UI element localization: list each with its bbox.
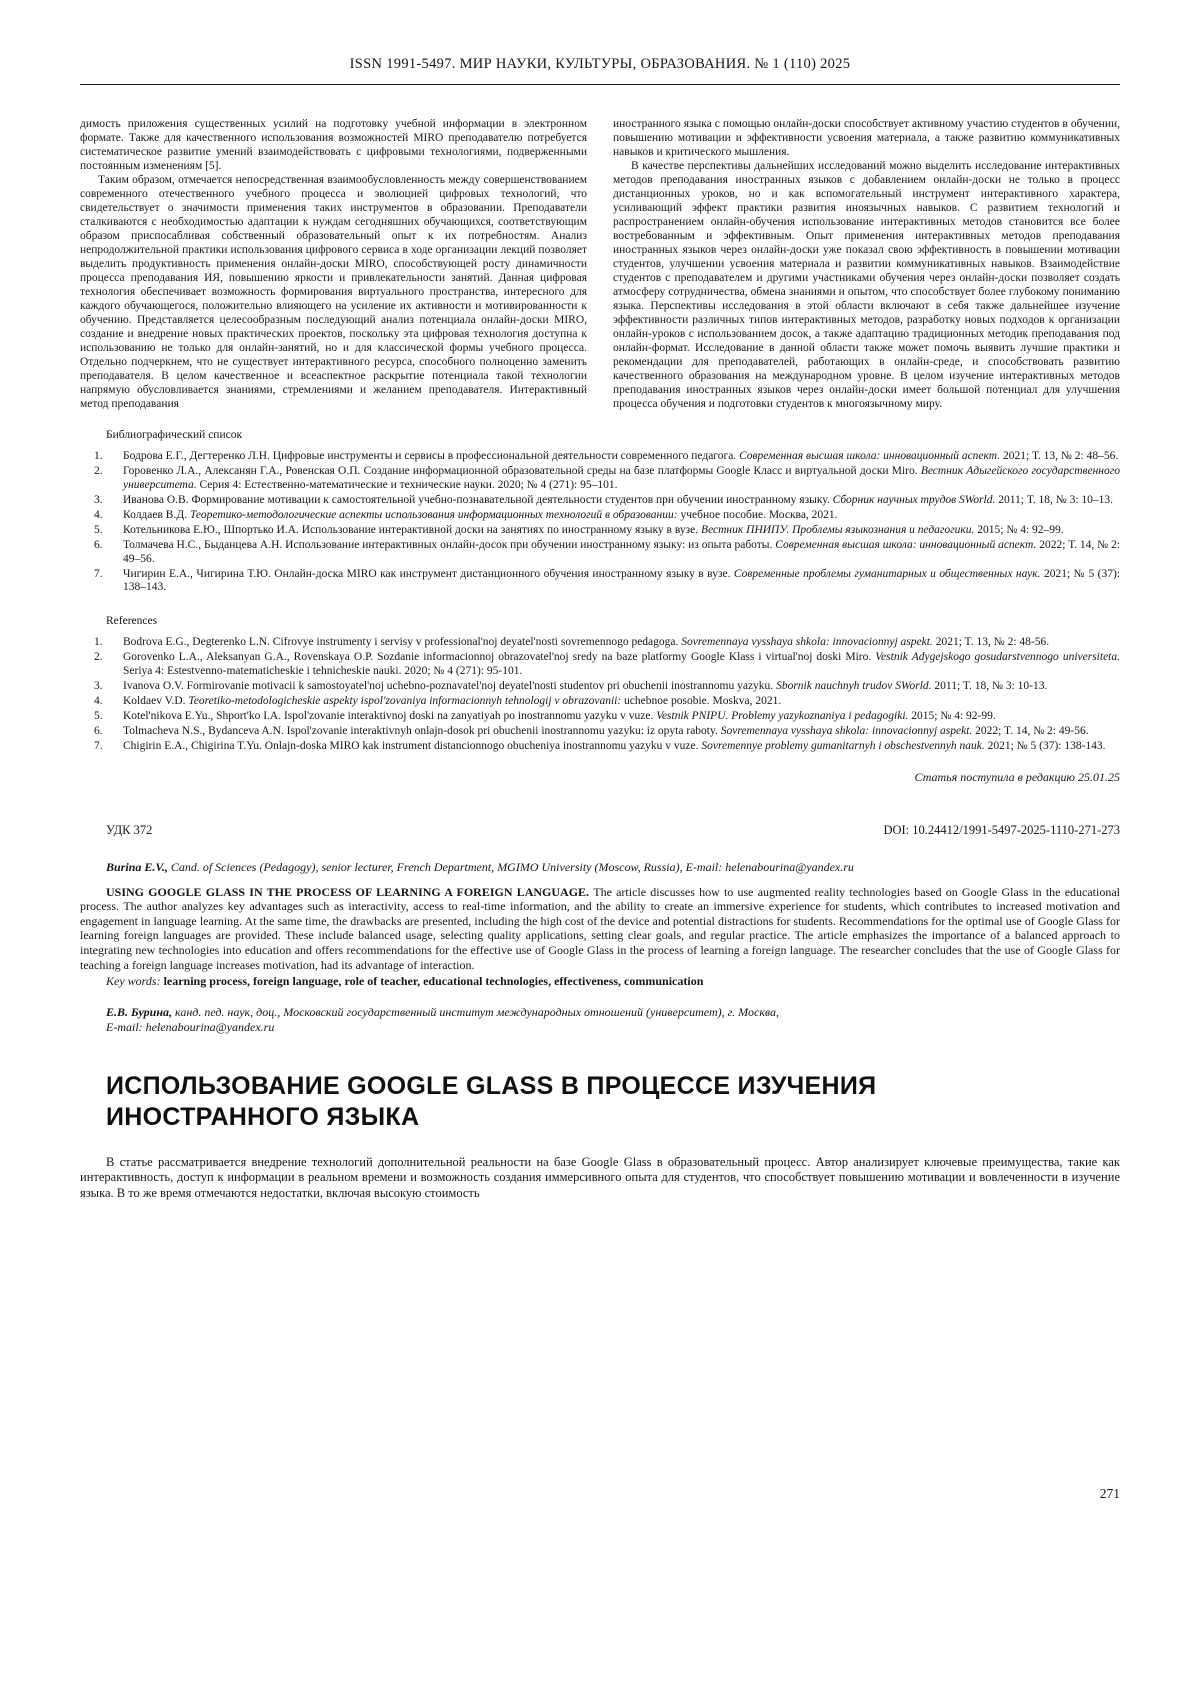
text-segment: Бодрова Е.Г., Дегтеренко Л.Н. Цифровые инструменты и сервисы в профессиональной деятельности современного педагога.: [123, 450, 740, 462]
text-segment: Sbornik nauchnyh trudov SWorld.: [776, 679, 932, 692]
bibliography-heading: Библиографический список: [106, 429, 243, 441]
text-segment: Е.В. Бурина,: [106, 1004, 175, 1019]
text-segment: Kotel'nikova E.Yu., Shport'ko I.A. Ispol'zovanie interaktivnoj doski na zanyatiyah po inostrannomu yazyku v vuze.: [123, 709, 657, 722]
reference-number: 3.: [94, 493, 103, 506]
text-segment: Seriya 4: Estestvenno-matematicheskie i tehnicheskie nauki. 2020; № 4 (271): 95-101.: [123, 664, 523, 677]
text-segment: Серия 4: Естественно-математические и технические науки. 2020; № 4 (271): 95–101.: [196, 478, 618, 491]
annotation-ru: [80, 1155, 1120, 1202]
reference-number: 4.: [94, 694, 103, 707]
text-segment: Koldaev V.D.: [123, 694, 189, 707]
text-segment: The article discusses how to use augmented reality technologies based on Google Glass in the educational process. The author analyzes key advantages such as interactivity, access to real-time information, and the ability to create an immersive experience for students, which contributes to increased motivation and engagement in language learning. At the same time, the drawbacks are presented, including the high cost of the device and potential distractions for students. Recommendations for the optimal use of Google Glass for learning foreign languages are provided. These include balanced usage, selecting quality applications, setting clear goals, and regular practice. The article emphasizes the importance of a balanced approach to integrating new technologies into education and offers recommendations for the effective use of Google Glass in the process of learning a foreign language. The researcher concludes that the use of Google Glass for teaching a foreign language increases motivation, had its advantage of interaction.: [80, 884, 1121, 972]
reference-item: [80, 740, 1120, 754]
journal-header: ISSN 1991-5497. МИР НАУКИ, КУЛЬТУРЫ, ОБРАЗОВАНИЯ. № 1 (110) 2025: [80, 56, 1120, 85]
editorial-note: Статья поступила в редакцию 25.01.25: [914, 769, 1120, 784]
text-segment: Современные проблемы гуманитарных и общественных наук.: [733, 567, 1041, 580]
text-segment: Chigirin E.A., Chigirina T.Yu. Onlajn-doska MIRO kak instrument distancionnogo obucheniya inostrannomu yazyku v vuze.: [123, 740, 702, 753]
reference-number: 4.: [94, 508, 103, 521]
reference-number: 7.: [94, 567, 103, 580]
reference-item: [80, 539, 1120, 566]
right-column: [613, 117, 1120, 411]
doi-label: DOI: 10.24412/1991-5497-2025-1110-271-273: [883, 822, 1120, 837]
text-segment: Sovremennye problemy gumanitarnyh i obschestvennyh nauk.: [701, 740, 985, 753]
text-segment: Иванова О.В. Формирование мотивации к самостоятельной учебно-познавательной деятельности студентов при обучении иностранному языку.: [123, 493, 833, 506]
title-line: ИНОСТРАННОГО ЯЗЫКА: [106, 1102, 420, 1131]
text-segment: Key words:: [106, 974, 164, 989]
article-body-columns: [80, 117, 1120, 411]
text-segment: Теоретико-методологические аспекты использования информационных технологий в образовании:: [189, 508, 678, 521]
reference-item: [80, 695, 1120, 709]
reference-number: 1.: [94, 450, 103, 462]
text-segment: учебное пособие. Москва, 2021.: [677, 508, 838, 521]
udk-label: УДК 372: [106, 822, 153, 837]
text-segment: Vestnik PNIPU. Problemy yazykoznaniya i pedagogiki.: [656, 709, 909, 722]
text-segment: 2022; T. 14, № 2: 49-56.: [972, 725, 1089, 737]
reference-item: [80, 710, 1120, 724]
text-segment: Вестник ПНИПУ. Проблемы языкознания и педагогики.: [701, 523, 975, 536]
text-segment: 2021; Т. 13, № 2: 48–56.: [1000, 450, 1119, 462]
text-segment: 2021; № 5 (37): 138–143.: [123, 567, 1120, 594]
meta-row: [80, 823, 1120, 838]
reference-number: 1.: [94, 635, 103, 648]
text-segment: В статье рассматривается внедрение технологий дополнительной реальности на базе Google Glass в образовательный процесс. Автор анализирует ключевые преимущества, такие как интерактивность, доступ к информации в реальном времени и возможность создания иммерсивного опыта для студентов, что способствует повышению мотивации и вовлеченности в изучение языка. В то же время отмечаются недостатки, включая высокую стоимость: [80, 1154, 1120, 1201]
paragraph: В качестве перспективы дальнейших исследований можно выделить исследование интерактивных методов преподавания иностранных языков с добавлением онлайн-доски не только в процесс дистанционных уроков, но и как вспомогательный инструмент интерактивного характера, усиливающий эффект практики развития иноязычных навыков. С развитием технологий и распространением онлайн-обучения использование интерактивных методов становится все более востребованным и эффективным. Опыт применения интерактивных методов преподавания иностранных языков через онлайн-доски уже показал свою эффективность в повышении мотивации студентов, улучшении усвоения материала и развитии коммуникативных навыков. Взаимодействие студентов с преподавателем и другими участниками обучения через онлайн-доски позволяет создать атмосферу сотрудничества, обмена знаниями и опытом, что способствует более глубокому пониманию языка. Перспективы исследования в этой области включают в себя также дальнейшее изучение эффективности различных типов интерактивных методов, разработку новых подходов к организации онлайн-уроков с использованием досок, а также адаптацию традиционных методик преподавания под онлайн-формат. Исследование в данной области также может помочь выявить лучшие практики и рекомендации для преподавателей, работающих в онлайн-среде, и способствовать развитию качественного образования на международном уровне. В целом изучение интерактивных методов преподавания иностранных языков через онлайн-доски имеет большой потенциал для улучшения процесса обучения и подготовки студентов к многоязычному миру.: [613, 160, 1120, 410]
text-segment: learning process, foreign language, role of teacher, educational technologies, effectiveness, communication: [163, 974, 704, 989]
text-segment: Bodrova E.G., Degterenko L.N. Cifrovye instrumenty i servisy v professional'noj deyatel'nosti sovremennogo pedagoga.: [123, 635, 682, 648]
text-segment: Teoretiko-metodologicheskie aspekty ispol'zovaniya informacionnyh tehnologij v obrazovanii:: [188, 694, 622, 707]
text-segment: 2011; Т. 18, № 3: 10–13.: [995, 493, 1114, 506]
reference-item: [80, 450, 1120, 464]
text-segment: Ivanova O.V. Formirovanie motivacii k samostoyatel'noj uchebno-poznavatel'noj deyatel'nosti studentov pri obuchenii inostrannomu yazyku.: [123, 679, 777, 692]
reference-number: 6.: [94, 725, 103, 737]
author-line-en: [106, 860, 1120, 875]
text-segment: Чигирин Е.А., Чигирина Т.Ю. Онлайн-доска MIRO как инструмент дистанционного обучения иностранному языку в вузе.: [123, 567, 734, 580]
reference-item: [80, 568, 1120, 595]
references-heading: References: [106, 614, 158, 627]
paragraph: иностранного языка с помощью онлайн-доски способствует активному участию студентов в обучении, повышению мотивации и эффективности усвоения материала, а также развитию коммуникативных навыков и критического мышления.: [613, 118, 1120, 158]
text-segment: Котельникова Е.Ю., Шпортько И.А. Использование интерактивной доски на занятиях по иностранному языку в вузе.: [123, 523, 702, 536]
text-segment: 2015; № 4: 92-99.: [908, 709, 996, 722]
reference-item: [80, 524, 1120, 538]
text-segment: Колдаев В.Д.: [123, 508, 190, 521]
reference-item: [80, 494, 1120, 508]
page-number: 271: [1099, 1486, 1120, 1501]
reference-item: [80, 636, 1120, 650]
reference-item: [80, 509, 1120, 523]
text-segment: 2015; № 4: 92–99.: [974, 523, 1064, 536]
reference-item: [80, 680, 1120, 694]
text-segment: E-mail: helenabourina@yandex.ru: [106, 1019, 275, 1034]
author-line-ru: [106, 1005, 1120, 1035]
text-segment: Горовенко Л.А., Алексанян Г.А., Ровенская О.П. Создание информационной образовательной среды на базе платформы Google Класс и виртуальной доски Miro.: [123, 465, 921, 478]
reference-item: [80, 465, 1120, 492]
text-segment: uchebnoe posobie. Moskva, 2021.: [621, 694, 782, 707]
text-segment: Tolmacheva N.S., Bydanceva A.N. Ispol'zovanie interaktivnyh onlajn-dosok pri obuchenii inostrannomu yazyku: iz opyta raboty.: [123, 725, 721, 737]
left-column: [80, 117, 587, 411]
text-segment: Gorovenko L.A., Aleksanyan G.A., Rovenskaya O.P. Sozdanie informacionnoj obrazovatel'noj sredy na baze platformy Google Klass i virtual'noj doski Miro.: [123, 651, 876, 664]
reference-number: 7.: [94, 740, 103, 753]
paragraph: димость приложения существенных усилий на подготовку учебной информации в электронном формате. Также для качественного использования возможностей MIRO преподавателю потребуется систематическое развитие умений взаимодействовать с цифровыми технологиями, подверженными постоянным изменениям [5].: [80, 118, 587, 172]
text-segment: Cand. of Sciences (Pedagogy), senior lecturer, French Department, MGIMO University (Moscow, Russia), E-mail: helenabourina@yandex.ru: [170, 859, 854, 874]
bibliography-list: [80, 450, 1120, 595]
text-segment: USING GOOGLE GLASS IN THE PROCESS OF LEARNING A FOREIGN LANGUAGE.: [106, 884, 594, 899]
title-line: ИСПОЛЬЗОВАНИЕ GOOGLE GLASS В ПРОЦЕССЕ ИЗУЧЕНИЯ: [106, 1071, 877, 1100]
text-segment: 2022; Т. 14, № 2: 49–56.: [123, 539, 1120, 565]
references-list: [80, 636, 1120, 754]
text-segment: Burina E.V.,: [106, 859, 171, 874]
reference-number: 2.: [94, 651, 103, 664]
article-title: [106, 1071, 1120, 1133]
text-segment: Вестник Адыгейского государственного университета.: [123, 465, 1120, 491]
text-segment: Vestnik Adygejskogo gosudarstvennogo universiteta.: [875, 651, 1120, 664]
reference-number: 2.: [94, 465, 103, 478]
paragraph: Таким образом, отмечается непосредственная взаимообусловленность между совершенствованием современного отечественного учебного процесса и эволюцией цифровых технологий, что свидетельствует о значимости применения таких инструментов в образовании. Преподаватели сталкиваются с необходимостью адаптации к нуждам сегодняшних обучающихся, соответствующим образом приспосабливая собственный образовательный опыт к их потребностям. Анализ непродолжительной практики использования цифрового сервиса в ходе организации лекций позволяет выделить продуктивность применения онлайн-доски MIRO, способствующей росту динамичности процесса преподавания ИЯ, повышению яркости и привлекательности занятий. Данная цифровая технология обеспечивает возможность формирования виртуального пространства, интересного для каждого обучающегося, положительно влияющего на усиление их активности и мотивированности к обучению. Представляется целесообразным последующий анализ потенциала онлайн-доски MIRO, создание и внедрение новых практических проектов, поскольку эта цифровая технология доступна к использованию не только для онлайн-занятий, но и для классической формы учебного процесса. Отдельно подчеркнем, что не существует интерактивного ресурса, способного полноценно заменить преподавателя. В целом качественное и всеаспектное раскрытие потенциала такой технологии напрямую обусловливается знаниями, стремлениями и желанием преподавателя. Интерактивный метод преподавания: [80, 174, 587, 410]
reference-item: [80, 725, 1120, 739]
text-segment: Sovremennaya vysshaya shkola: innovacionnyj aspekt.: [681, 635, 933, 648]
reference-number: 6.: [94, 539, 103, 552]
abstract-en: [80, 885, 1120, 973]
keywords-line: [80, 974, 1120, 989]
text-segment: Современная высшая школа: инновационный аспект.: [775, 539, 1037, 552]
text-segment: Сборник научных трудов SWorld.: [832, 493, 996, 506]
reference-number: 3.: [94, 679, 103, 692]
text-segment: Современная высшая школа: инновационный аспект.: [739, 450, 1001, 462]
reference-number: 5.: [94, 523, 103, 536]
reference-item: [80, 651, 1120, 678]
text-segment: 2021; № 5 (37): 138-143.: [984, 740, 1106, 753]
text-segment: Толмачева Н.С., Быданцева А.Н. Использование интерактивных онлайн-досок при обучении иностранному языку: из опыта работы.: [123, 539, 776, 552]
text-segment: канд. пед. наук, доц., Московский государственный институт международных отношений (университет), г. Москва,: [175, 1004, 780, 1019]
reference-number: 5.: [94, 709, 103, 722]
text-segment: Sovremennaya vysshaya shkola: innovacionnyj aspekt.: [720, 725, 973, 737]
text-segment: 2021; T. 13, № 2: 48-56.: [932, 635, 1050, 648]
text-segment: 2011; T. 18, № 3: 10-13.: [931, 679, 1048, 692]
